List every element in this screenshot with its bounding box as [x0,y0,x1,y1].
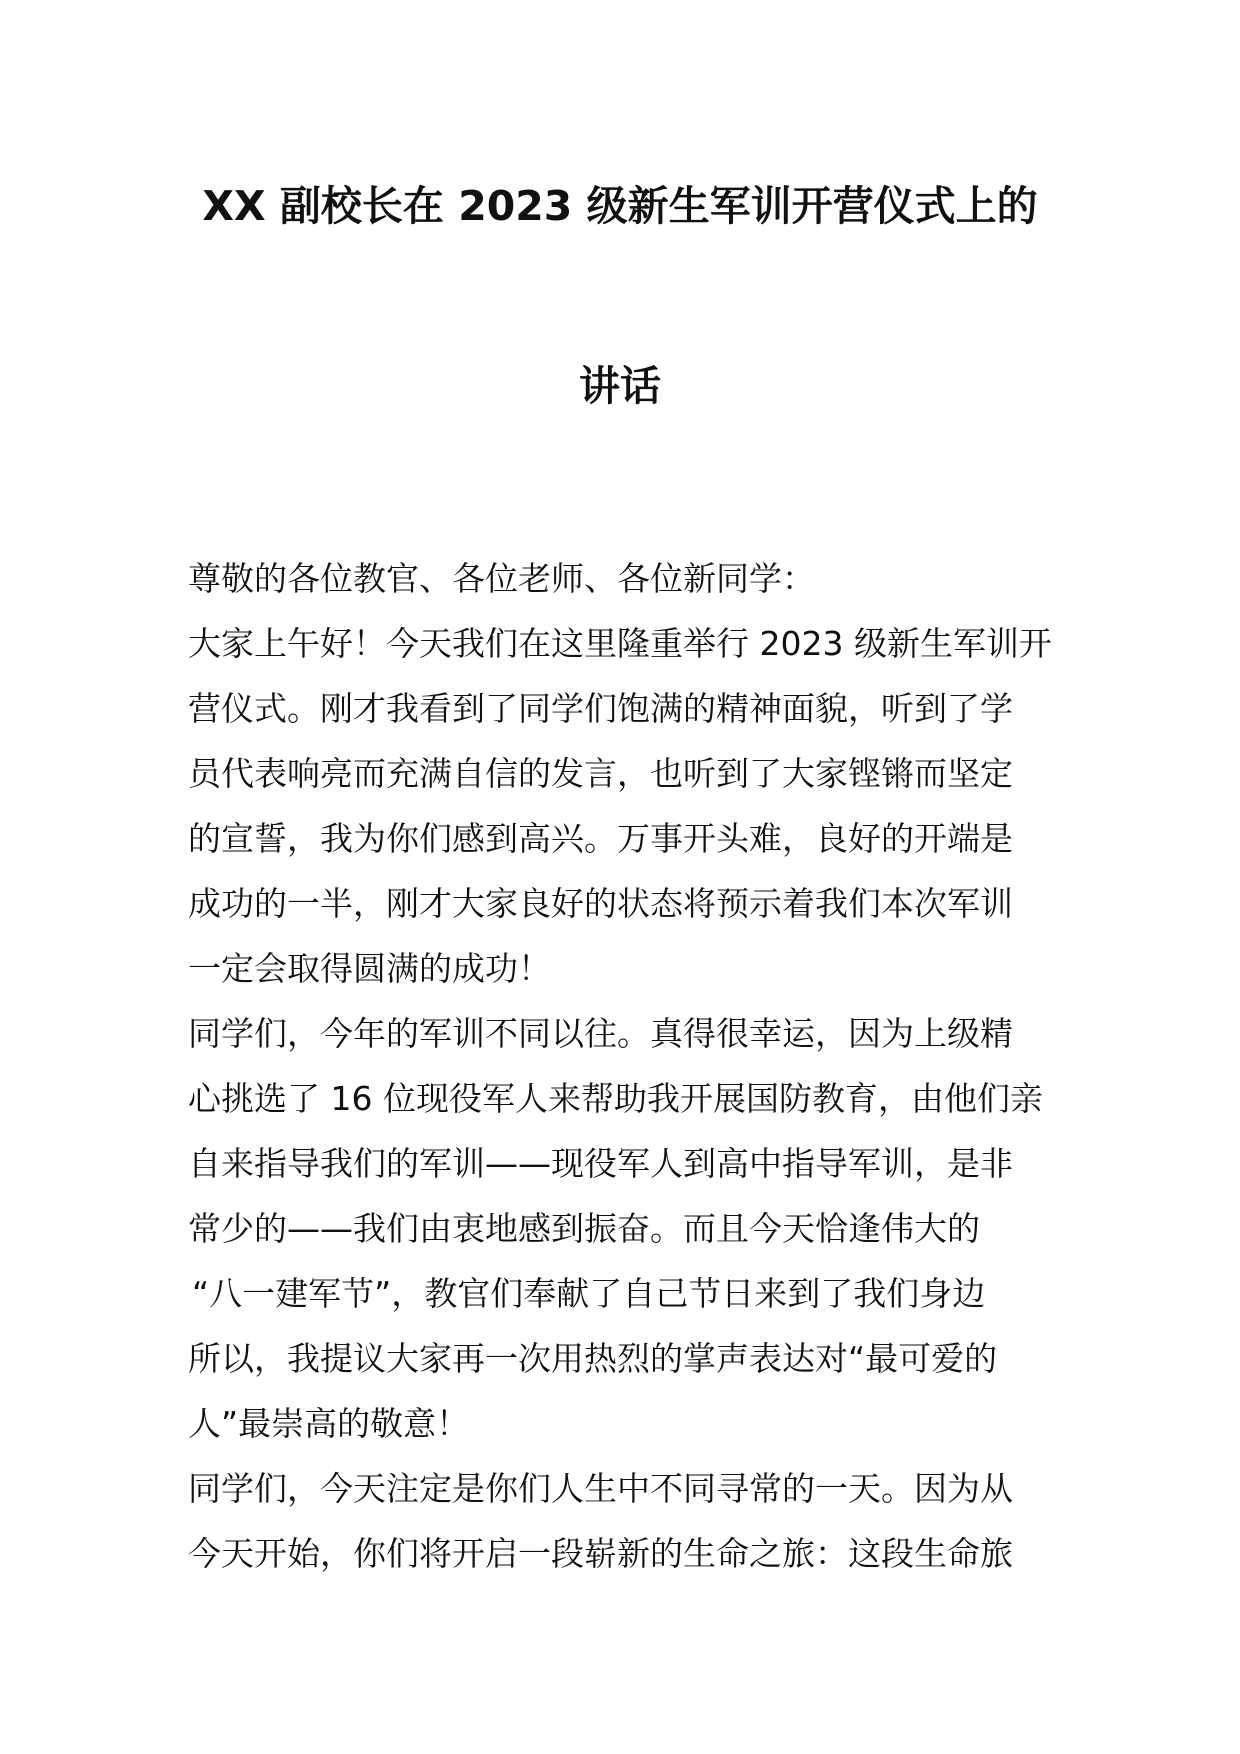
body-line: 同学们，今天注定是你们人生中不同寻常的一天。因为从 [188,1469,1013,1508]
body-line: 员代表响亮而充满自信的发言，也听到了大家铿锵而坚定 [188,754,1013,793]
body-line: 常少的——我们由衷地感到振奋。而且今天恰逢伟大的 [188,1209,980,1248]
document-title-line-2: 讲话 [579,362,661,410]
body-line: 人”最崇高的敬意！ [188,1404,470,1443]
body-line: 今天开始，你们将开启一段崭新的生命之旅：这段生命旅 [188,1534,1013,1573]
body-line: 大家上午好！今天我们在这里隆重举行 2023 级新生军训开 [188,624,1052,663]
body-line: 自来指导我们的军训——现役军人到高中指导军训，是非 [188,1144,1013,1183]
body-line: 营仪式。刚才我看到了同学们饱满的精神面貌，听到了学 [188,689,1013,728]
document-title-line-1: XX 副校长在 2023 级新生军训开营仪式上的 [202,182,1038,230]
body-line: 心挑选了 16 位现役军人来帮助我开展国防教育，由他们亲 [188,1079,1043,1118]
salutation-line: 尊敬的各位教官、各位老师、各位新同学： [188,559,815,598]
body-line: 的宣誓，我为你们感到高兴。万事开头难，良好的开端是 [188,819,1013,858]
body-line: 所以，我提议大家再一次用热烈的掌声表达对“最可爱的 [188,1339,998,1378]
body-line: 同学们，今年的军训不同以往。真得很幸运，因为上级精 [188,1014,1013,1053]
body-line: 一定会取得圆满的成功！ [188,949,551,988]
body-line: 成功的一半，刚才大家良好的状态将预示着我们本次军训 [188,884,1013,923]
document-body [188,546,1058,1586]
body-line: “八一建军节”，教官们奉献了自己节日来到了我们身边 [192,1274,986,1313]
